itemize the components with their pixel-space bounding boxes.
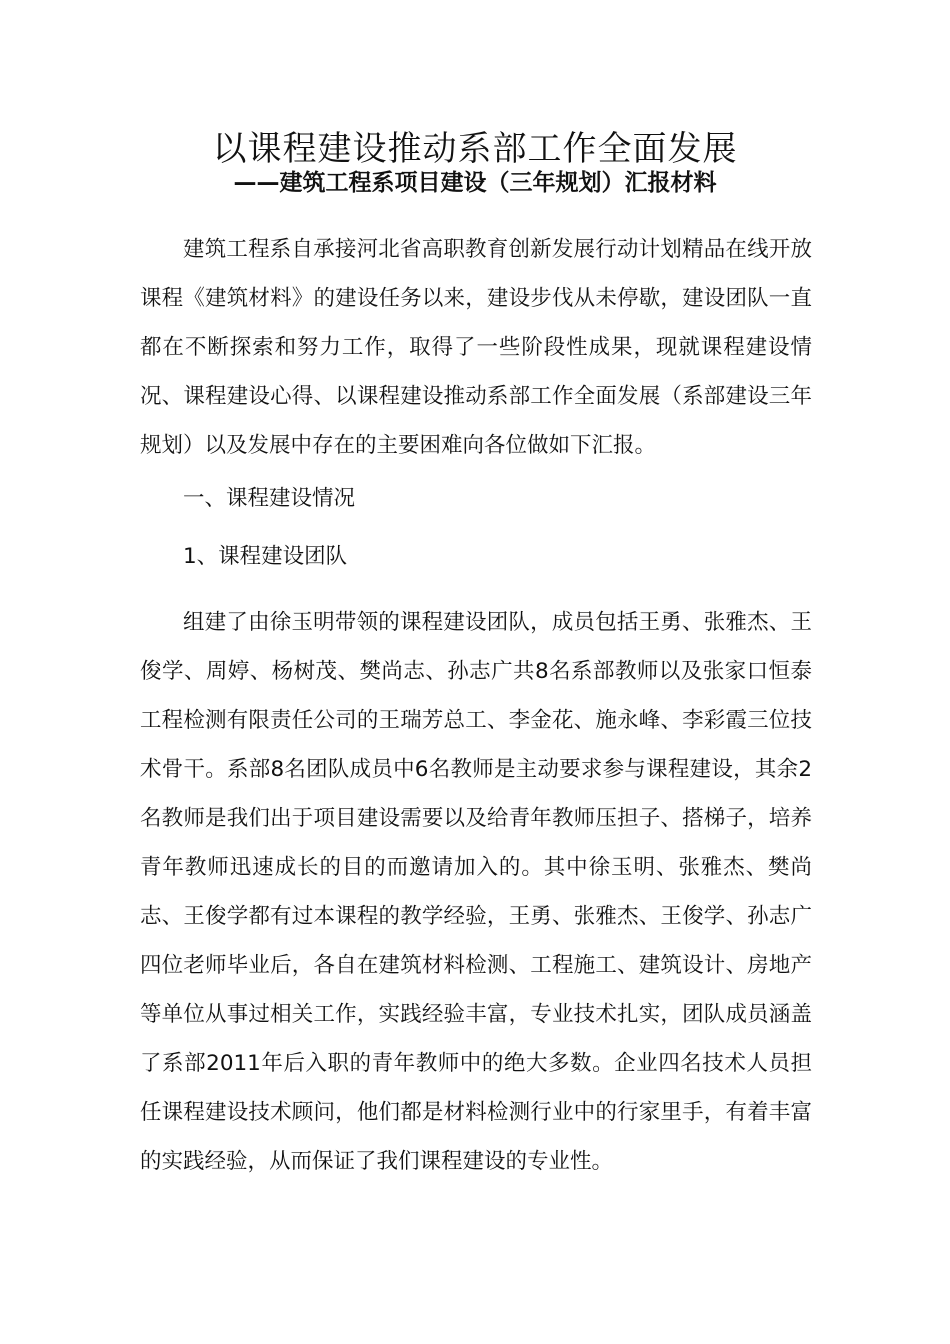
document-title: 以课程建设推动系部工作全面发展 xyxy=(212,128,738,169)
intro-paragraph: 建筑工程系自承接河北省高职教育创新发展行动计划精品在线开放课程《建筑材料》的建设任务以来，建设步伐从未停歇，建设团队一直都在不断探索和努力工作，取得了一些阶段性成果，现就课程建设情况、课程建设心得、以课程建设推动系部工作全面发展（系部建设三年规划）以及发展中存在的主要困难向各位做如下汇报。 xyxy=(140,237,812,458)
section-heading: 一、课程建设情况 xyxy=(183,486,356,511)
team-paragraph: 组建了由徐玉明带领的课程建设团队，成员包括王勇、张雅杰、王俊学、周婷、杨树茂、樊尚志、孙志广共8名系部教师以及张家口恒泰工程检测有限责任公司的王瑞芳总工、李金花、施永峰、李彩霞三位技术骨干。系部8名团队成员中6名教师是主动要求参与课程建设，其余2名教师是我们出于项目建设需要以及给青年教师压担子、搭梯子，培养青年教师迅速成长的目的而邀请加入的。其中徐玉明、张雅杰、樊尚志、王俊学都有过本课程的教学经验，王勇、张雅杰、王俊学、孙志广四位老师毕业后，各自在建筑材料检测、工程施工、建筑设计、房地产等单位从事过相关工作，实践经验丰富，专业技术扎实，团队成员涵盖了系部2011年后入职的青年教师中的绝大多数。企业四名技术人员担任课程建设技术顾问，他们都是材料检测行业中的行家里手，有着丰富的实践经验，从而保证了我们课程建设的专业性。 xyxy=(140,610,812,1174)
document-subtitle: ——建筑工程系项目建设（三年规划）汇报材料 xyxy=(233,170,717,196)
subsection-heading: 1、课程建设团队 xyxy=(183,544,348,569)
